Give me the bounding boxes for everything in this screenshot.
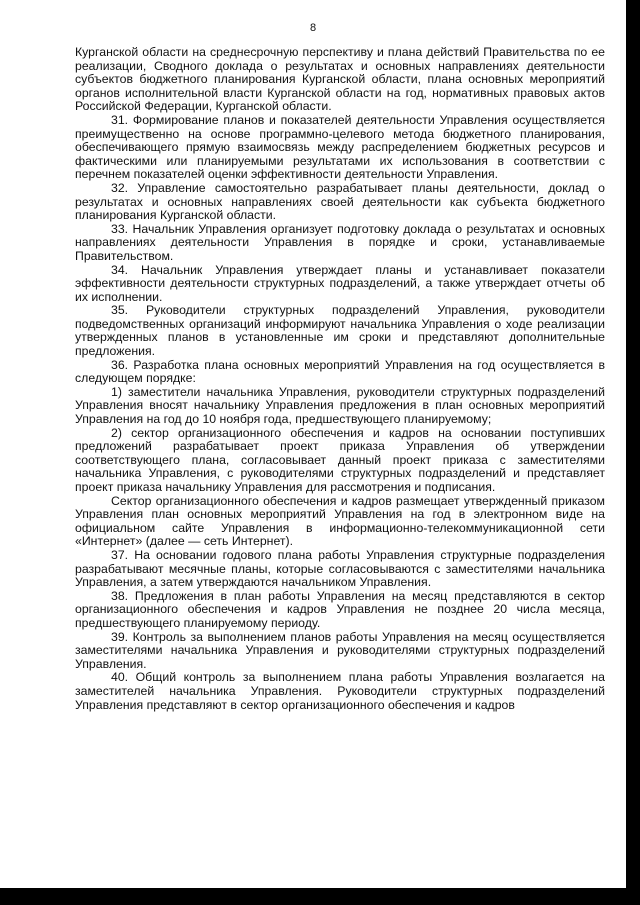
scan-border-right	[626, 0, 640, 905]
paragraph-34: 34. Начальник Управления утверждает планы и устанавливает показатели эффективности деятельности структурных подразделений, а также утверждает отчеты об их исполнении.	[75, 262, 605, 304]
paragraph-36-item-2: 2) сектор организационного обеспечения и кадров на основании поступивших предложений разрабатывает проект приказа Управления об утверждении соответствующего плана, согласовывает данный проект приказа с заместителями начальника Управления, с руководителями структурных подразделений и представляет проект приказа начальнику Управления для рассмотрения и подписания.	[75, 425, 605, 494]
paragraph-32: 32. Управление самостоятельно разрабатывает планы деятельности, доклад о результатах и основных направлениях своей деятельности как субъекта бюджетного планирования Курганской области.	[75, 180, 605, 223]
paragraph-38: 38. Предложения в план работы Управления на месяц представляются в сектор организационного обеспечения и кадров Управления не позднее 20 числа месяца, предшествующего планируемому периоду.	[75, 588, 605, 630]
paragraph-36: 36. Разработка плана основных мероприятий Управления на год осуществляется в следующем порядке:	[75, 357, 605, 386]
page-number: 8	[309, 22, 317, 34]
paragraph-36-item-1: 1) заместители начальника Управления, руководители структурных подразделений Управления вносят начальнику Управления предложения в план основных мероприятий Управления на год до 10 ноября года, предшествующего планируемому;	[75, 384, 605, 427]
scan-border-bottom	[0, 888, 640, 905]
paragraph-36-note: Сектор организационного обеспечения и кадров размещает утвержденный приказом Управления план основных мероприятий Управления на год в электронном виде на официальном сайте Управления в информационно-телекоммуникационной сети «Интернет» (далее — сеть Интернет).	[75, 493, 605, 549]
paragraph-33: 33. Начальник Управления организует подготовку доклада о результатах и основных направлениях деятельности Управления в порядке и сроки, устанавливаемые Правительством.	[75, 221, 605, 263]
document-body	[75, 46, 605, 712]
paragraph-40: 40. Общий контроль за выполнением плана работы Управления возлагается на заместителей начальника Управления. Руководители структурных подразделений Управления представляют в сектор организационного обеспечения и кадров	[75, 670, 605, 712]
paragraph-35: 35. Руководители структурных подразделений Управления, руководители подведомственных организаций информируют начальника Управления о ходе реализации утвержденных планов в установленные им сроки и представляют дополнительные предложения.	[75, 303, 605, 359]
paragraph-continuation: Курганской области на среднесрочную перспективу и плана действий Правительства по ее реализации, Сводного доклада о результатах и основных направлениях деятельности субъектов бюджетного планирования Курганской области, плана основных мероприятий органов исполнительной власти Курганской области на год, нормативных правовых актов Российской Федерации, Курганской области.	[75, 45, 605, 114]
paragraph-39: 39. Контроль за выполнением планов работы Управления на месяц осуществляется заместителями начальника Управления и руководителями структурных подразделений Управления.	[75, 629, 605, 671]
paragraph-37: 37. На основании годового плана работы Управления структурные подразделения разрабатывают месячные планы, которые согласовываются с заместителями начальника Управления, а затем утверждаются начальником Управления.	[75, 547, 605, 590]
paragraph-31: 31. Формирование планов и показателей деятельности Управления осуществляется преимущественно на основе программно-целевого метода бюджетного планирования, обеспечивающего прямую взаимосвязь между распределением бюджетных ресурсов и фактическими или планируемыми результатами их использования в соответствии с перечнем показателей оценки эффективности деятельности Управления.	[75, 112, 605, 182]
